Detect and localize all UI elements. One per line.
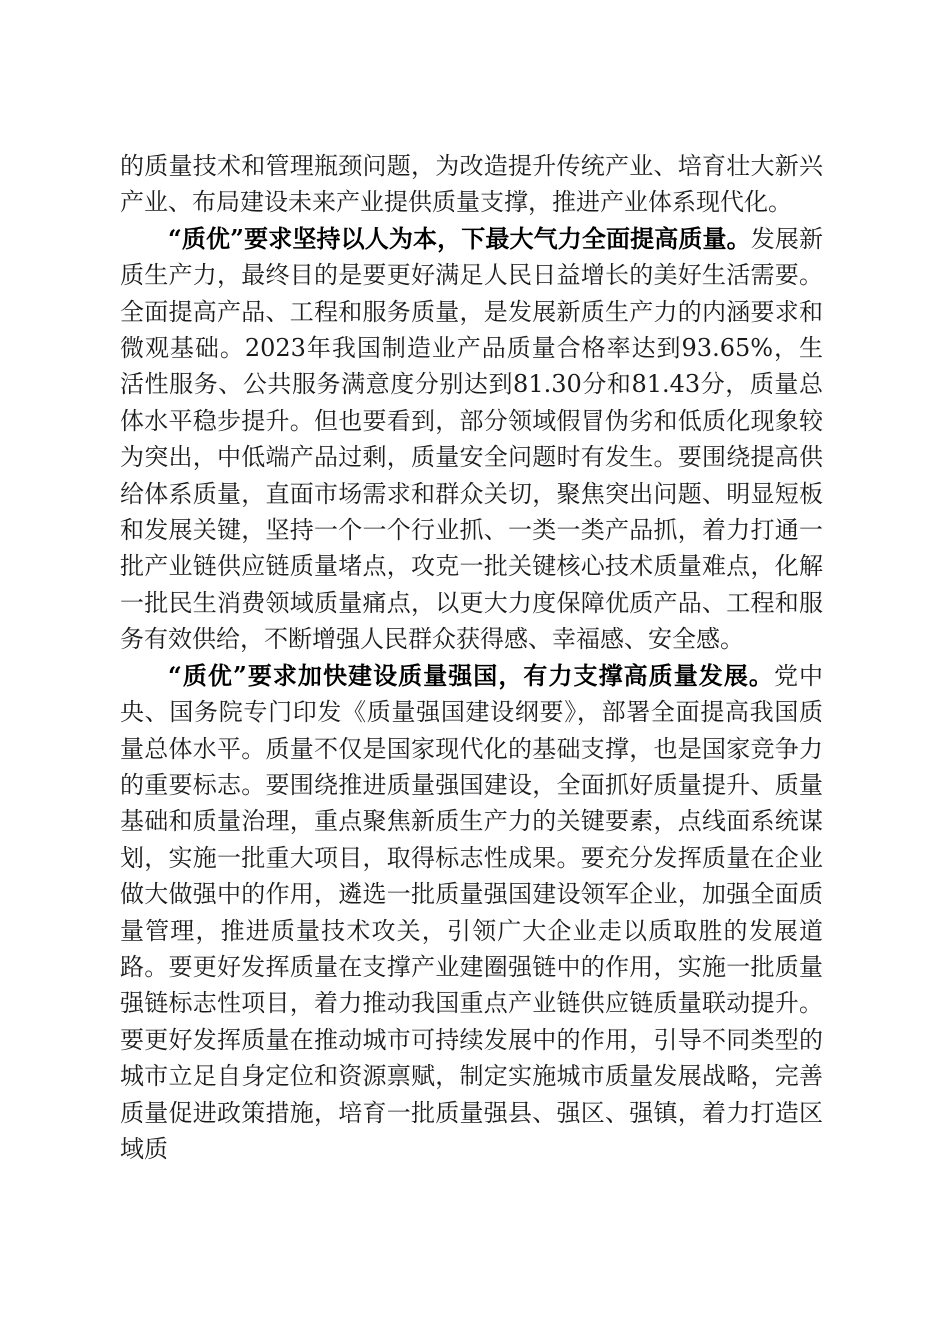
paragraph-3-text: 党中央、国务院专门印发《质量强国建设纲要》，部署全面提高我国质量总体水平。质量不仅是国家现代化的基础支撑，也是国家竞争力的重要标志。要围绕推进质量强国建设，全面抓好质量提升、质量基础和质量治理，重点聚焦新质生产力的关键要素，点线面系统谋划，实施一批重大项目，取得标志性成果。要充分发挥质量在企业做大做强中的作用，遴选一批质量强国建设领军企业，加强全面质量管理，推进质量技术攻关，引领广大企业走以质取胜的发展道路。要更好发挥质量在支撑产业建圈强链中的作用，实施一批质量强链标志性项目，着力推动我国重点产业链供应链质量联动提升。要更好发挥质量在推动城市可持续发展中的作用，引导不同类型的城市立足自身定位和资源禀赋，制定实施城市质量发展战略，完善质量促进政策措施，培育一批质量强县、强区、强镇，着力打造区域质	[120, 661, 824, 1163]
paragraph-1-text: 的质量技术和管理瓶颈问题，为改造提升传统产业、培育壮大新兴产业、布局建设未来产业提供质量支撑，推进产业体系现代化。	[120, 152, 823, 217]
paragraph-3	[120, 658, 823, 1168]
paragraph-2-heading: “质优”要求坚持以人为本，下最大气力全面提高质量。	[168, 223, 751, 253]
document-page	[120, 148, 823, 1167]
paragraph-3-heading: “质优”要求加快建设质量强国，有力支撑高质量发展。	[168, 660, 774, 690]
paragraph-1	[120, 148, 823, 221]
paragraph-2	[120, 221, 823, 658]
paragraph-2-text: 发展新质生产力，最终目的是要更好满足人民日益增长的美好生活需要。全面提高产品、工程和服务质量，是发展新质生产力的内涵要求和微观基础。2023年我国制造业产品质量合格率达到93.65%，生活性服务、公共服务满意度分别达到81.30分和81.43分，质量总体水平稳步提升。但也要看到，部分领域假冒伪劣和低质化现象较为突出，中低端产品过剩，质量安全问题时有发生。要围绕提高供给体系质量，直面市场需求和群众关切，聚焦突出问题、明显短板和发展关键，坚持一个一个行业抓、一类一类产品抓，着力打通一批产业链供应链质量堵点，攻克一批关键核心技术质量难点，化解一批民生消费领域质量痛点，以更大力度保障优质产品、工程和服务有效供给，不断增强人民群众获得感、幸福感、安全感。	[120, 224, 824, 654]
